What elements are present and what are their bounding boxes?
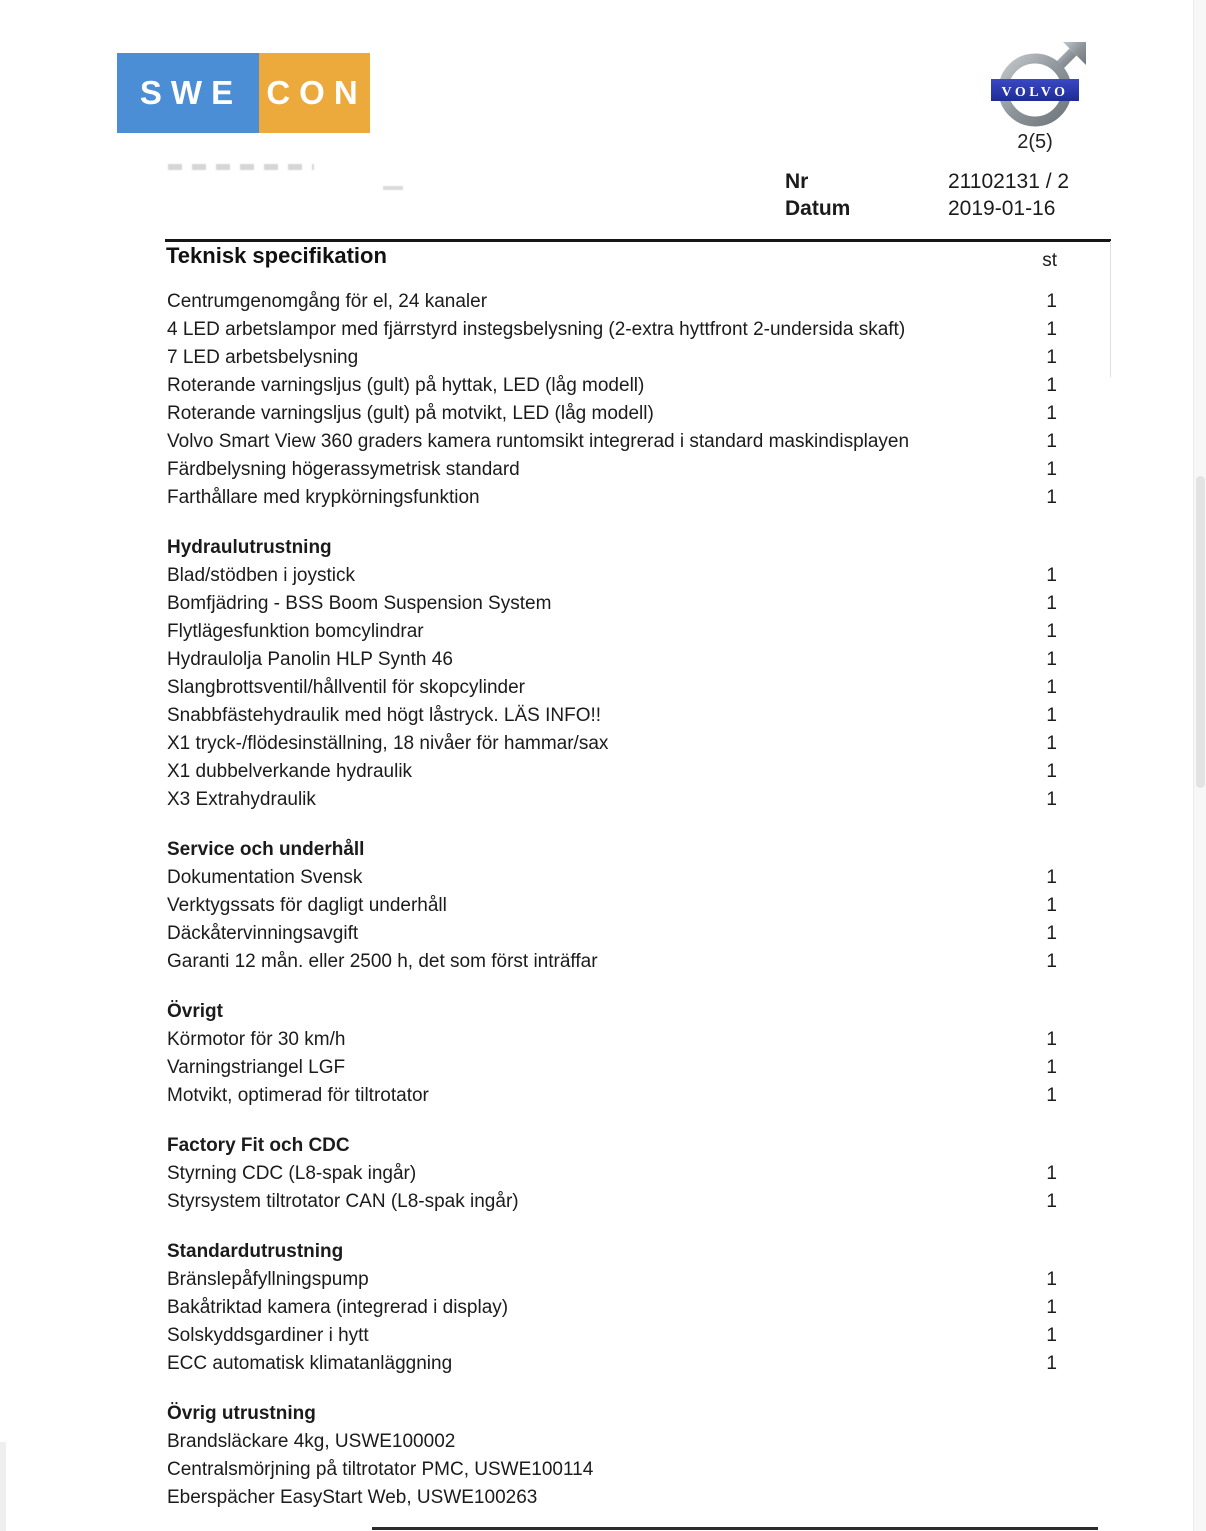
spec-item-label: Brandsläckare 4kg, USWE100002: [167, 1431, 456, 1452]
spec-item-label: Centrumgenomgång för el, 24 kanaler: [167, 291, 488, 312]
spec-section: [167, 836, 1057, 976]
spec-item-qty: 1: [1046, 1325, 1057, 1346]
bottom-divider: [372, 1527, 1098, 1530]
spec-item-qty: 1: [1046, 459, 1057, 480]
spec-item-label: Däckåtervinningsavgift: [167, 923, 359, 944]
spec-row: [167, 1082, 1057, 1110]
spec-item-qty: 1: [1046, 951, 1057, 972]
spec-item-qty: 1: [1046, 705, 1057, 726]
spec-section: [167, 998, 1057, 1110]
datum-label: Datum: [785, 197, 851, 220]
spec-item-label: Hydraulolja Panolin HLP Synth 46: [167, 649, 453, 670]
spec-item-qty: 1: [1046, 375, 1057, 396]
spec-row: [167, 1294, 1057, 1322]
spec-item-label: Styrsystem tiltrotator CAN (L8-spak ingår): [167, 1191, 519, 1212]
spec-section: [167, 534, 1057, 814]
spec-item-label: Bränslepåfyllningspump: [167, 1269, 369, 1290]
spec-item-qty: 1: [1046, 1353, 1057, 1374]
scan-smudge: [383, 186, 403, 190]
spec-row: [167, 730, 1057, 758]
spec-row: [167, 456, 1057, 484]
section-heading: Standardutrustning: [167, 1241, 344, 1262]
swecon-logo: [117, 53, 370, 133]
meta-labels: [785, 168, 850, 222]
nr-label: Nr: [785, 170, 809, 193]
spec-row: [167, 758, 1057, 786]
spec-item-label: 4 LED arbetslampor med fjärrstyrd instegsbelysning (2-extra hyttfront 2-undersida skaft): [167, 319, 906, 340]
spec-item-label: Motvikt, optimerad för tiltrotator: [167, 1085, 429, 1106]
spec-section: [167, 1400, 1057, 1512]
spec-row: [167, 1026, 1057, 1054]
spec-item-label: Bomfjädring - BSS Boom Suspension System: [167, 593, 552, 614]
spec-row: [167, 344, 1057, 372]
spec-item-label: Farthållare med krypkörningsfunktion: [167, 487, 480, 508]
spec-item-qty: [1017, 1428, 1057, 1456]
spec-item-label: Solskyddsgardiner i hytt: [167, 1325, 369, 1346]
spec-item-label: Bakåtriktad kamera (integrerad i display): [167, 1297, 509, 1318]
spec-item-qty: 1: [1046, 621, 1057, 642]
spec-item-qty: 1: [1046, 487, 1057, 508]
spec-item-label: Körmotor för 30 km/h: [167, 1029, 346, 1050]
spec-row: [167, 1188, 1057, 1216]
spec-item-qty: 1: [1046, 565, 1057, 586]
spec-section: [167, 1132, 1057, 1216]
spec-item-qty: [1017, 1456, 1057, 1484]
spec-list: [167, 288, 1057, 1512]
page-indicator: 2(5): [1017, 131, 1053, 153]
spec-row: [167, 674, 1057, 702]
spec-item-label: Styrning CDC (L8-spak ingår): [167, 1163, 417, 1184]
nr-value: 21102131 / 2: [948, 170, 1070, 193]
spec-item-label: Centralsmörjning på tiltrotator PMC, USWE100114: [167, 1459, 594, 1480]
spec-item-label: Blad/stödben i joystick: [167, 565, 355, 586]
spec-item-label: Volvo Smart View 360 graders kamera runtomsikt integrerad i standard maskindisplayen: [167, 431, 910, 452]
header-divider: [165, 239, 1111, 242]
swecon-logo-con-text: CON: [266, 74, 367, 111]
spec-item-qty: 1: [1046, 789, 1057, 810]
spec-row: [167, 316, 1057, 344]
spec-row: [167, 618, 1057, 646]
spec-item-label: Roterande varningsljus (gult) på motvikt, LED (låg modell): [167, 403, 654, 424]
spec-item-label: 7 LED arbetsbelysning: [167, 347, 359, 368]
spec-row: [167, 1456, 1057, 1484]
spec-item-label: Garanti 12 mån. eller 2500 h, det som först inträffar: [167, 951, 598, 972]
section-heading: Övrigt: [167, 1001, 223, 1022]
section-heading: Hydraulutrustning: [167, 537, 332, 558]
spec-row: [167, 892, 1057, 920]
scrollbar-thumb[interactable]: [1196, 476, 1205, 788]
spec-row: [167, 590, 1057, 618]
spec-item-qty: 1: [1046, 923, 1057, 944]
spec-item-label: Roterande varningsljus (gult) på hyttak, LED (låg modell): [167, 375, 645, 396]
spec-item-label: Varningstriangel LGF: [167, 1057, 346, 1078]
spec-item-label: ECC automatisk klimatanläggning: [167, 1353, 453, 1374]
spec-item-label: Dokumentation Svensk: [167, 867, 363, 888]
spec-row: [167, 1428, 1057, 1456]
spec-row: [167, 1054, 1057, 1082]
spec-row: [167, 948, 1057, 976]
page-title: Teknisk specifikation: [166, 243, 387, 268]
spec-item-qty: 1: [1046, 1029, 1057, 1050]
spec-row: [167, 1322, 1057, 1350]
spec-item-label: X3 Extrahydraulik: [167, 789, 316, 810]
spec-item-qty: 1: [1046, 1085, 1057, 1106]
spec-row: [167, 1350, 1057, 1378]
spec-item-qty: [1017, 1484, 1057, 1512]
swecon-logo-swe-block: [117, 53, 259, 133]
spec-row: [167, 1484, 1057, 1512]
spec-item-label: Slangbrottsventil/hållventil för skopcylinder: [167, 677, 526, 698]
spec-item-qty: 1: [1046, 291, 1057, 312]
scan-vertical-line: [1110, 241, 1111, 377]
spec-row: [167, 920, 1057, 948]
scan-edge-shade: [0, 1442, 6, 1531]
swecon-logo-con-block: [259, 53, 370, 133]
spec-item-qty: 1: [1046, 1269, 1057, 1290]
spec-row: [167, 702, 1057, 730]
section-heading: Factory Fit och CDC: [167, 1135, 350, 1156]
spec-item-label: Färdbelysning högerassymetrisk standard: [167, 459, 520, 480]
spec-item-qty: 1: [1046, 677, 1057, 698]
spec-item-label: Verktygssats för dagligt underhåll: [167, 895, 447, 916]
spec-item-label: X1 dubbelverkande hydraulik: [167, 761, 413, 782]
spec-row: [167, 400, 1057, 428]
swecon-logo-swe-text: SWE: [139, 74, 243, 111]
spec-item-label: Flytlägesfunktion bomcylindrar: [167, 621, 424, 642]
spec-row: [167, 1266, 1057, 1294]
spec-item-qty: 1: [1046, 319, 1057, 340]
datum-value: 2019-01-16: [948, 197, 1056, 220]
spec-item-label: X1 tryck-/flödesinställning, 18 nivåer för hammar/sax: [167, 733, 609, 754]
spec-row: [167, 646, 1057, 674]
spec-row: [167, 372, 1057, 400]
spec-item-qty: 1: [1046, 733, 1057, 754]
spec-item-qty: 1: [1046, 347, 1057, 368]
spec-item-qty: 1: [1046, 895, 1057, 916]
meta-values: [948, 168, 1069, 222]
spec-item-qty: 1: [1046, 431, 1057, 452]
spec-item-label: Snabbfästehydraulik med högt låstryck. LÄS INFO!!: [167, 705, 602, 726]
unit-column-header: st: [1042, 250, 1057, 271]
spec-item-qty: 1: [1046, 1297, 1057, 1318]
spec-row: [167, 786, 1057, 814]
spec-row: [167, 864, 1057, 892]
spec-row: [167, 484, 1057, 512]
scan-smudge: [168, 164, 314, 170]
spec-section: [167, 1238, 1057, 1378]
spec-item-qty: 1: [1046, 1163, 1057, 1184]
spec-row: [167, 428, 1057, 456]
spec-item-qty: 1: [1046, 403, 1057, 424]
section-heading: Service och underhåll: [167, 839, 365, 860]
volvo-wordmark: VOLVO: [1001, 85, 1069, 100]
spec-item-label: Eberspächer EasyStart Web, USWE100263: [167, 1487, 538, 1508]
spec-row: [167, 562, 1057, 590]
spec-item-qty: 1: [1046, 761, 1057, 782]
spec-row: [167, 1160, 1057, 1188]
spec-item-qty: 1: [1046, 649, 1057, 670]
section-heading: Övrig utrustning: [167, 1403, 316, 1424]
spec-row: [167, 288, 1057, 316]
spec-section: [167, 288, 1057, 512]
spec-item-qty: 1: [1046, 593, 1057, 614]
spec-item-qty: 1: [1046, 1057, 1057, 1078]
spec-item-qty: 1: [1046, 1191, 1057, 1212]
spec-item-qty: 1: [1046, 867, 1057, 888]
